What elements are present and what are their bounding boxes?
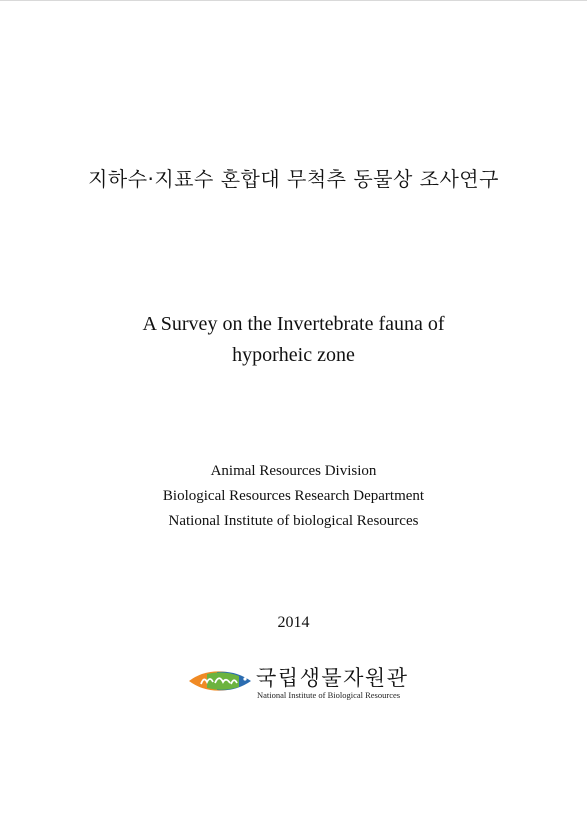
publication-year: 2014 — [277, 614, 310, 631]
korean-title: 지하수·지표수 혼합대 무척추 동물상 조사연구 — [88, 167, 499, 191]
institute-name-korean: 국립생물자원관 — [256, 666, 409, 690]
division-name: Animal Resources Division — [210, 463, 377, 479]
institute-logo-icon — [187, 668, 253, 694]
institute-logo — [187, 662, 417, 702]
english-title-line-2: hyporheic zone — [232, 344, 355, 366]
organization-block — [0, 459, 587, 534]
institute-name: National Institute of biological Resources — [168, 513, 419, 529]
english-title-line-1: A Survey on the Invertebrate fauna of — [142, 313, 445, 335]
english-title — [0, 309, 587, 371]
institute-name-english: National Institute of Biological Resources — [257, 690, 401, 700]
page-top-border — [0, 0, 587, 1]
department-name: Biological Resources Research Department — [162, 488, 425, 504]
